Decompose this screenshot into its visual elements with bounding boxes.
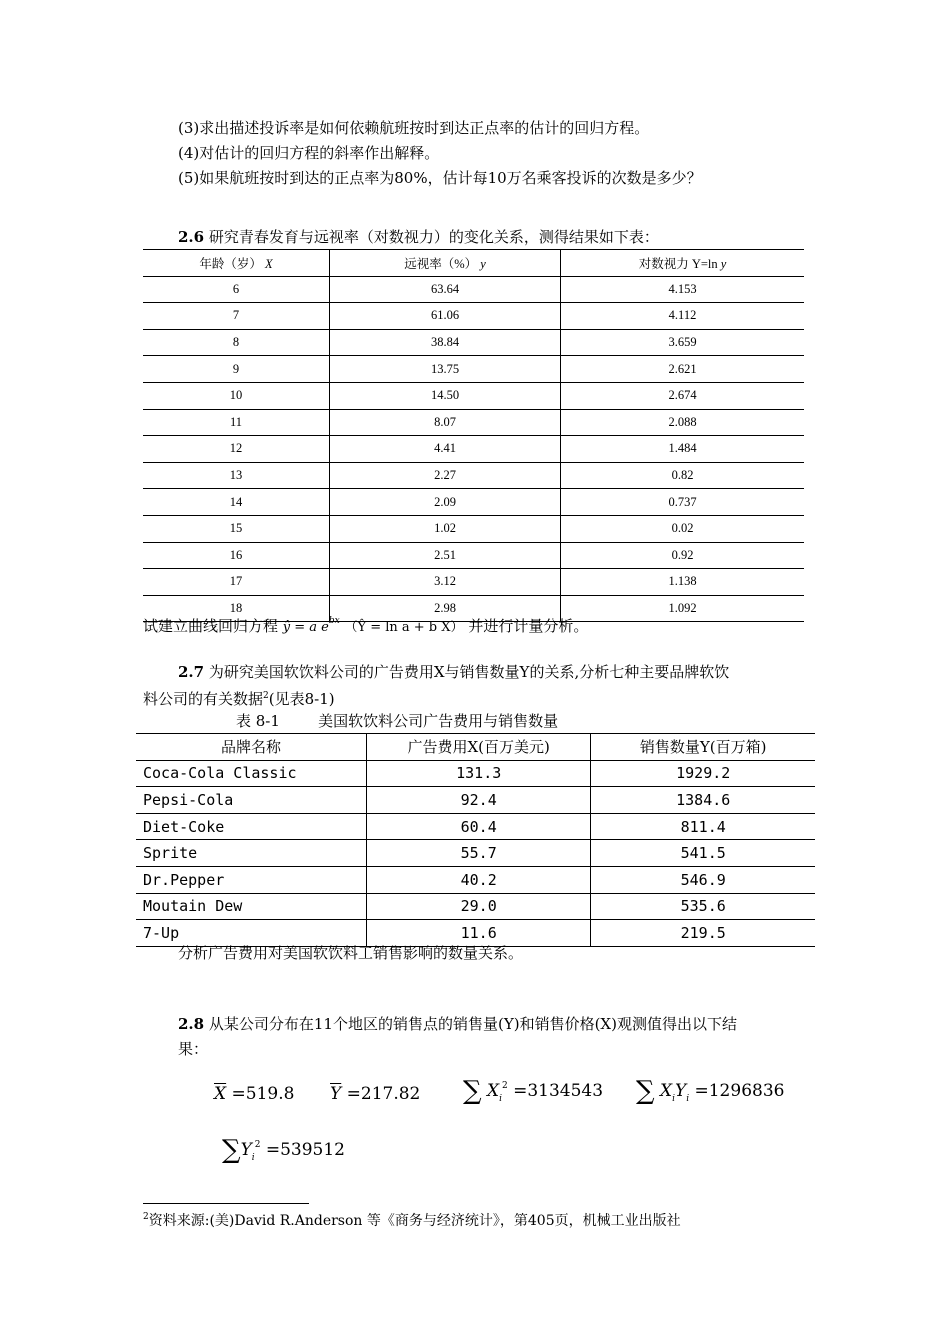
- question-4: (4)对估计的回归方程的斜率作出解释。: [178, 144, 440, 162]
- cell-rate: 63.64: [330, 276, 561, 303]
- q28-heading: 2.8 从某公司分布在11个地区的销售点的销售量(Y)和销售价格(X)观测值得出以下结: [178, 1015, 737, 1033]
- cell-log-vision: 0.92: [561, 542, 805, 569]
- cell-sales: 811.4: [591, 813, 815, 840]
- cell-age: 10: [143, 382, 330, 409]
- y-mean: $\overline{Y} =217.82$: [330, 1084, 421, 1104]
- table-row: [136, 813, 815, 840]
- sum-xy: ∑ $X_iY_i =1296836$: [636, 1076, 785, 1106]
- table-row: [143, 356, 804, 383]
- sigma-icon: ∑: [222, 1135, 241, 1165]
- cell-log-vision: 2.674: [561, 382, 805, 409]
- cell-log-vision: 1.138: [561, 569, 805, 596]
- q28-line2: 果：: [178, 1040, 209, 1058]
- table-row: [143, 329, 804, 356]
- q28-number: 2.8: [178, 1015, 205, 1033]
- table-row: [143, 409, 804, 436]
- cell-age: 6: [143, 276, 330, 303]
- table-caption: 表 8-1 美国软饮料公司广告费用与销售数量: [236, 712, 559, 730]
- table-row: [136, 840, 815, 867]
- cell-brand: Pepsi-Cola: [136, 787, 366, 814]
- table-row: [136, 787, 815, 814]
- table-row: [143, 462, 804, 489]
- cell-age: 16: [143, 542, 330, 569]
- header-sales: 销售数量Y(百万箱): [591, 734, 815, 761]
- question-5: (5)如果航班按时到达的正点率为80%，估计每10万名乘客投诉的次数是多少？: [178, 169, 702, 187]
- cell-rate: 38.84: [330, 329, 561, 356]
- footnote: $^2$资料来源:(美)David R.Anderson 等《商务与经济统计》，第405页，机械工业出版社: [143, 1212, 681, 1229]
- table-row: [143, 303, 804, 330]
- cell-rate: 1.02: [330, 515, 561, 542]
- q27-number: 2.7: [178, 663, 205, 681]
- cell-ad-cost: 60.4: [366, 813, 590, 840]
- cell-brand: Sprite: [136, 840, 366, 867]
- myopia-table: [143, 249, 804, 622]
- q26-instruction: 试建立曲线回归方程 ŷ = a $e^{bx}$ （Ŷ = ln a + b X） 并进行计量分析。: [143, 616, 589, 635]
- cell-sales: 1384.6: [591, 787, 815, 814]
- q27-analysis: 分析广告费用对美国软饮料工销售影响的数量关系。: [178, 944, 524, 962]
- header-ad-cost: 广告费用X(百万美元): [366, 734, 590, 761]
- table-row: [143, 436, 804, 463]
- cell-ad-cost: 40.2: [366, 866, 590, 893]
- cell-log-vision: 3.659: [561, 329, 805, 356]
- cell-ad-cost: 29.0: [366, 893, 590, 920]
- q26-heading: [178, 227, 659, 247]
- cell-rate: 3.12: [330, 569, 561, 596]
- q27-heading: 2.7 为研究美国软饮料公司的广告费用X与销售数量Y的关系,分析七种主要品牌软饮: [178, 663, 730, 681]
- soft-drink-table: [136, 733, 815, 947]
- cell-brand: 7-Up: [136, 920, 366, 947]
- cell-ad-cost: 131.3: [366, 760, 590, 787]
- cell-age: 18: [143, 595, 330, 622]
- x-mean: $\overline{X} =519.8$: [214, 1084, 295, 1104]
- cell-ad-cost: 55.7: [366, 840, 590, 867]
- cell-log-vision: 1.484: [561, 436, 805, 463]
- cell-sales: 1929.2: [591, 760, 815, 787]
- q26-number: 2.6: [178, 228, 205, 246]
- cell-sales: 535.6: [591, 893, 815, 920]
- cell-brand: Moutain Dew: [136, 893, 366, 920]
- table-row: [136, 760, 815, 787]
- cell-log-vision: 4.112: [561, 303, 805, 330]
- sum-x-squared: ∑ $X_i^2 =3134543$: [463, 1076, 604, 1106]
- cell-sales: 541.5: [591, 840, 815, 867]
- cell-age: 8: [143, 329, 330, 356]
- cell-age: 14: [143, 489, 330, 516]
- cell-age: 12: [143, 436, 330, 463]
- sigma-icon: ∑: [463, 1076, 482, 1106]
- regression-formula: ŷ = a e: [282, 620, 329, 635]
- cell-age: 17: [143, 569, 330, 596]
- cell-rate: 2.27: [330, 462, 561, 489]
- table-row: [143, 542, 804, 569]
- footnote-rule: [143, 1203, 309, 1204]
- cell-rate: 61.06: [330, 303, 561, 330]
- cell-brand: Dr.Pepper: [136, 866, 366, 893]
- table-row: [143, 276, 804, 303]
- cell-rate: 13.75: [330, 356, 561, 383]
- cell-brand: Diet-Coke: [136, 813, 366, 840]
- cell-rate: 2.51: [330, 542, 561, 569]
- log-formula: （Ŷ = ln a + b X）: [344, 620, 464, 635]
- q26-text: 研究青春发育与远视率（对数视力）的变化关系，测得结果如下表：: [204, 228, 659, 246]
- question-3: (3)求出描述投诉率是如何依赖航班按时到达正点率的估计的回归方程。: [178, 119, 650, 137]
- header-brand: 品牌名称: [136, 734, 366, 761]
- header-hyperopia-rate: 远视率（%） y: [330, 250, 561, 277]
- cell-brand: Coca-Cola Classic: [136, 760, 366, 787]
- table-header-row: [136, 734, 815, 761]
- table-header-row: [143, 250, 804, 277]
- cell-rate: 2.09: [330, 489, 561, 516]
- q27-line2: 料公司的有关数据$^2$(见表8-1): [143, 690, 335, 708]
- cell-ad-cost: 92.4: [366, 787, 590, 814]
- cell-rate: 4.41: [330, 436, 561, 463]
- header-log-vision: 对数视力 Y=ln y: [561, 250, 805, 277]
- cell-log-vision: 0.737: [561, 489, 805, 516]
- cell-log-vision: 0.02: [561, 515, 805, 542]
- cell-log-vision: 0.82: [561, 462, 805, 489]
- table-row: [136, 893, 815, 920]
- cell-log-vision: 2.621: [561, 356, 805, 383]
- cell-age: 11: [143, 409, 330, 436]
- table-row: [136, 866, 815, 893]
- table-row: [143, 515, 804, 542]
- table-row: [143, 489, 804, 516]
- cell-age: 9: [143, 356, 330, 383]
- cell-rate: 2.98: [330, 595, 561, 622]
- cell-log-vision: 1.092: [561, 595, 805, 622]
- cell-age: 7: [143, 303, 330, 330]
- cell-rate: 14.50: [330, 382, 561, 409]
- table-row: [143, 569, 804, 596]
- cell-log-vision: 4.153: [561, 276, 805, 303]
- cell-log-vision: 2.088: [561, 409, 805, 436]
- cell-sales: 219.5: [591, 920, 815, 947]
- sigma-icon: ∑: [636, 1076, 655, 1106]
- sum-y-squared: $\sum Y_i^2 =539512$: [222, 1135, 345, 1165]
- cell-age: 15: [143, 515, 330, 542]
- cell-ad-cost: 11.6: [366, 920, 590, 947]
- table-row: [143, 382, 804, 409]
- header-age: 年龄（岁） X: [143, 250, 330, 277]
- cell-sales: 546.9: [591, 866, 815, 893]
- cell-age: 13: [143, 462, 330, 489]
- cell-rate: 8.07: [330, 409, 561, 436]
